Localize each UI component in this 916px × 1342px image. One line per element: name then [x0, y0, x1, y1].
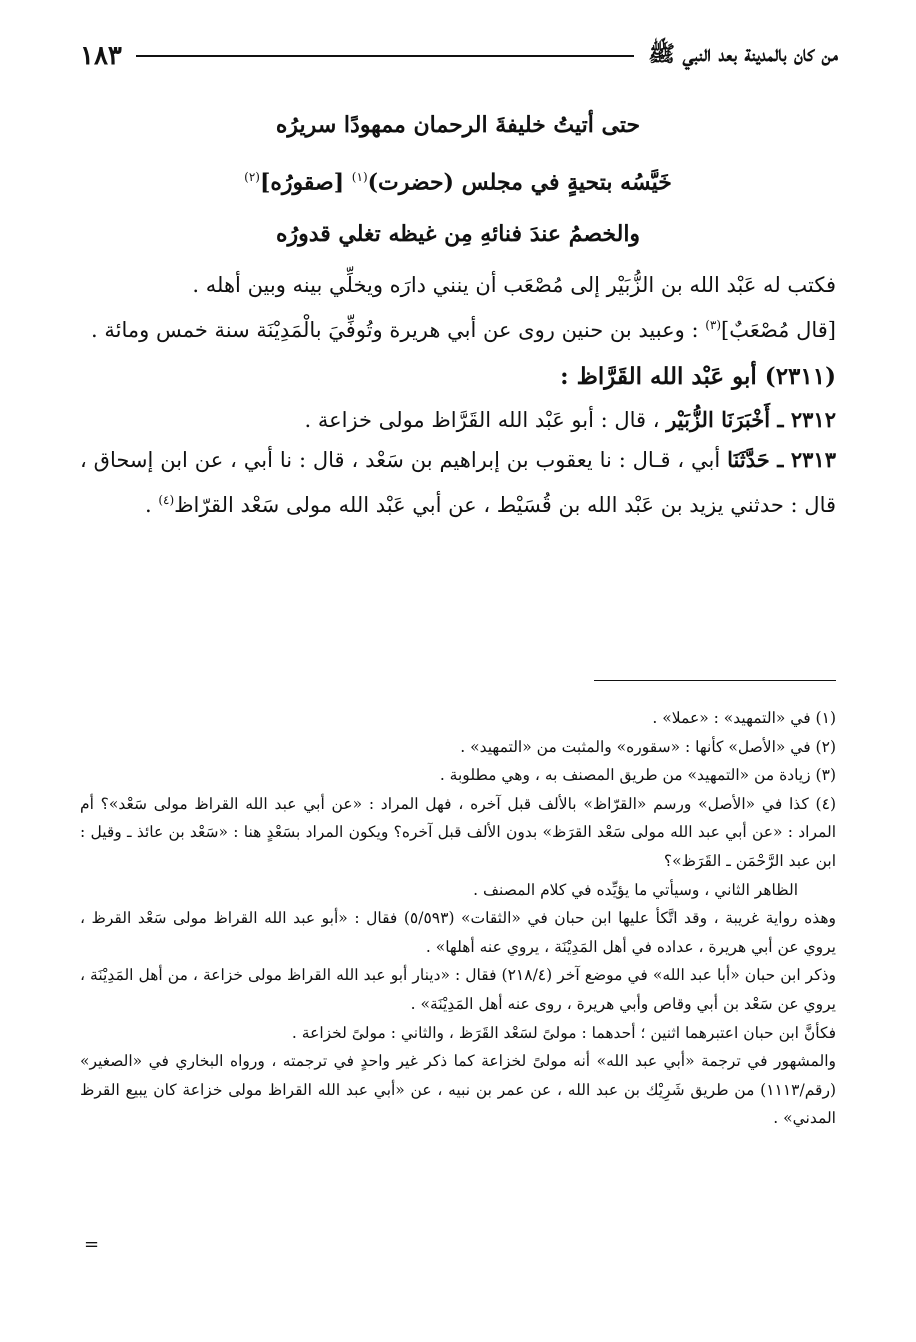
footnote-ref-4[interactable]: (٤) — [158, 493, 175, 508]
report-2313: ٢٣١٣ ـ حَدَّثَنَا أبي ، قـال : نا يعقوب بن إبراهيم بن سَعْد ، قال : نا أبي ، عن ابن إسحاق ، قال : حدثني يزيد بن عَبْد الله بن قُسَيْط ، عن أبي عَبْد الله مولى سَعْد القرّاظ$^{(٤)}$ . — [80, 447, 836, 518]
footnote-4-mashhur: والمشهور في ترجمة «أبي عبد الله» أنه مولىً لخزاعة كما ذكر غير واحدٍ في ترجمته ، ورواه البخاري في «الصغير» (رقم/١١١٣) من طريق شَرِيْك بن عبد الله ، عن عمر بن نبيه ، عن «أبي عبد الله القراظ مولى خزاعة كان يبيع القرظ المدني» . — [80, 1052, 836, 1128]
page-header — [80, 36, 838, 76]
main-text — [80, 104, 836, 525]
footnote-ref-2[interactable]: (٢) — [244, 170, 260, 184]
footnote-2: (٢) في «الأصل» كأنها : «سقوره» والمثبت من «التمهيد» . — [460, 737, 836, 756]
entry-heading: (٢٣١١) أبو عَبْد الله القَرَّاظ : — [560, 363, 836, 391]
footnote-4-second-mention: وذكر ابن حبان «أبا عبد الله» في موضع آخر (٢١٨/٤) فقال : «دينار أبو عبد الله القراظ مولى خزاعة ، من أهل المَدِيْنَة ، يروي عن سَعْد بن أبي وقاص وأبي هريرة ، روى عنه أهل المَدِيْنَة» . — [80, 966, 836, 1013]
verse-line-2: خَيَّسُه بتحيةٍ في مجلس (حضرت)$^{(١)}$ [صقورُه]$^{(٢)}$ — [244, 169, 672, 196]
report-2312: ٢٣١٢ ـ أَخْبَرَنَا الزُّبَيْر ، قال : أبو عَبْد الله القَرَّاظ مولى خزاعة . — [304, 407, 836, 433]
footnote-4-two-persons: فكأنَّ ابن حبان اعتبرهما اثنين ؛ أحدهما : مولىً لسَعْد القَرَظ ، والثاني : مولىً لخزاعة . — [291, 1023, 836, 1042]
footnote-separator — [594, 680, 836, 681]
paragraph-letter: فكتب له عَبْد الله بن الزُّبَيْر إلى مُصْعَب أن ينني دارَه ويخلِّي بينه وبين أهله . — [192, 273, 836, 298]
running-title: من كان بالمدينة بعد النبي ﷺ — [648, 41, 838, 67]
footnote-4: (٤) كذا في «الأصل» ورسم «القرّاظ» بالألف قبل آخره ، فهل المراد : «عن أبي عبد الله القراظ مولى سَعْد»؟ أم المراد : «عن أبي عبد الله مولى سَعْد القرَظ» بدون الألف قبل آخره؟ ويكون المراد بسَعْدٍ هنا : «سَعْد بن عائذ ـ وقيل : ابن عبد الرَّحْمَن ـ القَرَظ»؟ — [80, 794, 836, 870]
continuation-mark: = — [84, 1234, 100, 1255]
verse-line-3: والخصمُ عندَ فنائهِ مِن غيظه تغلي قدورُه — [275, 221, 641, 248]
footnotes — [80, 704, 836, 1133]
footnote-4-continued: الظاهر الثاني ، وسيأتي ما يؤيِّده في كلام المصنف . — [473, 880, 798, 899]
footnote-ref-1[interactable]: (١) — [351, 170, 368, 184]
header-rule — [136, 55, 634, 57]
verse-line-1: حتى أتيتُ خليفةَ الرحمان ممهودًا سريرُه — [275, 112, 641, 138]
page-number: ١٨٣ — [80, 41, 122, 71]
paragraph-musab: [قال مُصْعَبٌ]$^{(٣)}$ : وعبيد بن حنين روى عن أبي هريرة وتُوفِّيَ بالْمَدِيْنَة سنة خمس ومائة . — [91, 318, 836, 343]
footnote-1: (١) في «التمهيد» : «عملا» . — [652, 709, 836, 727]
footnote-3: (٣) زيادة من «التمهيد» من طريق المصنف به ، وهي مطلوبة . — [439, 766, 836, 785]
footnote-4-ibn-hibban: وهذه رواية غريبة ، وقد اتَّكأ عليها ابن حبان في «الثقات» (٥/٥٩٣) فقال : «أبو عبد الله القراظ مولى سَعْد القرظ ، يروي عن أبي هريرة ، عداده في أهل المَدِيْنَة ، يروي عنه أهلها» . — [80, 909, 837, 956]
footnote-ref-3[interactable]: (٣) — [705, 318, 722, 333]
